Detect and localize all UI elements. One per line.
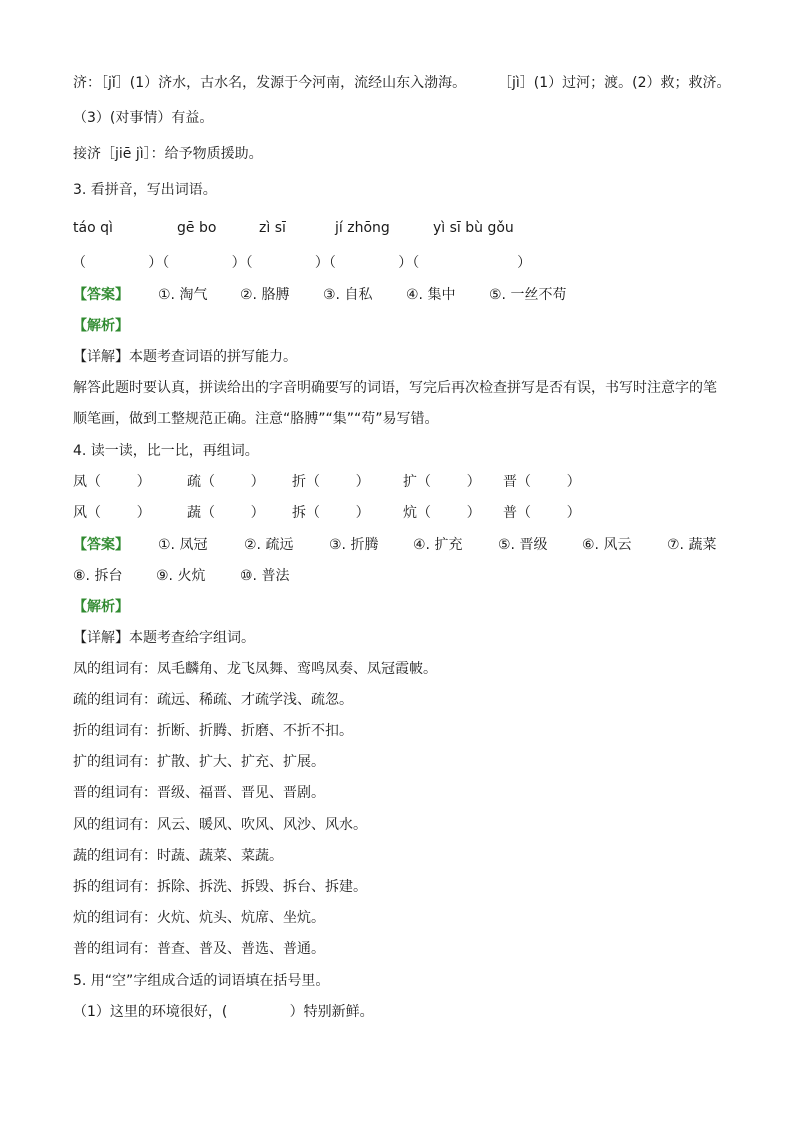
q4-answer-5: ⑤. 晋级	[498, 537, 548, 553]
q4-row1-item-5: 晋（ ）	[503, 474, 581, 490]
q3-pinyin-1: táo qì	[73, 220, 113, 236]
q4-answer-1: ①. 凤冠	[158, 537, 208, 553]
q4-detail: 【详解】本题考查给字组词。	[73, 630, 255, 646]
q4-row1-item-2: 疏（ ）	[187, 474, 265, 490]
q4-answer-6: ⑥. 风云	[582, 537, 632, 553]
q4-row2-item-5: 普（ ）	[503, 505, 581, 521]
ji-definition-line-1: 济：［jǐ］(1）济水，古水名，发源于今河南，流经山东入渤海。	[73, 75, 467, 91]
q3-explanation-2: 顺笔画，做到工整规范正确。注意“胳膊”“集”“苟”易写错。	[73, 411, 439, 427]
q4-group-kang: 炕的组词有：火炕、炕头、炕席、坐炕。	[73, 910, 325, 926]
q4-answer-8: ⑧. 拆台	[73, 568, 123, 584]
q3-answer-1: ①. 淘气	[158, 287, 208, 303]
q3-answer-4: ④. 集中	[406, 287, 456, 303]
q4-group-jin: 晋的组词有：晋级、福晋、晋见、晋剧。	[73, 785, 325, 801]
q4-answer-3: ③. 折腾	[329, 537, 379, 553]
q4-answer-9: ⑨. 火炕	[156, 568, 206, 584]
q4-group-shu2: 蔬的组词有：时蔬、蔬菜、菜蔬。	[73, 848, 283, 864]
q4-answer-4: ④. 扩充	[413, 537, 463, 553]
q4-answer-2: ②. 疏远	[244, 537, 294, 553]
q4-group-shu: 疏的组词有：疏远、稀疏、才疏学浅、疏忽。	[73, 692, 353, 708]
q3-answer-label: 【答案】	[73, 287, 129, 303]
q4-row2-item-1: 风（ ）	[73, 505, 151, 521]
q4-analysis-label: 【解析】	[73, 599, 129, 615]
q4-group-feng: 凤的组词有：凤毛麟角、龙飞凤舞、鸾鸣凤奏、凤冠霞帔。	[73, 661, 437, 677]
q3-pinyin-5: yì sī bù gǒu	[433, 220, 514, 236]
question-5-title: 5. 用“空”字组成合适的词语填在括号里。	[73, 973, 330, 989]
q3-answer-2: ②. 胳膊	[240, 287, 290, 303]
q4-group-kuo: 扩的组词有：扩散、扩大、扩充、扩展。	[73, 754, 325, 770]
q4-group-feng2: 风的组词有：风云、暖风、吹风、风沙、风水。	[73, 817, 367, 833]
jieji-definition: 接济［jiē jì］：给予物质援助。	[73, 146, 263, 162]
q5-item-1: （1）这里的环境很好，( ）特别新鲜。	[73, 1004, 374, 1020]
ji-definition-line-2: （3）(对事情）有益。	[73, 110, 214, 126]
q3-answer-3: ③. 自私	[323, 287, 373, 303]
q4-row2-item-3: 拆（ ）	[292, 505, 370, 521]
q4-row2-item-4: 炕（ ）	[403, 505, 481, 521]
q3-detail: 【详解】本题考查词语的拼写能力。	[73, 349, 297, 365]
q4-row1-item-1: 凤（ ）	[73, 474, 151, 490]
q4-answer-10: ⑩. 普法	[240, 568, 290, 584]
q3-pinyin-4: jí zhōng	[335, 220, 390, 236]
q4-row1-item-4: 扩（ ）	[403, 474, 481, 490]
q3-answer-5: ⑤. 一丝不苟	[489, 287, 567, 303]
question-4-title: 4. 读一读，比一比，再组词。	[73, 443, 259, 459]
q3-pinyin-3: zì sī	[259, 220, 286, 236]
q4-answer-7: ⑦. 蔬菜	[667, 537, 717, 553]
q3-analysis-label: 【解析】	[73, 318, 129, 334]
ji-definition-line-1b: ［jì］(1）过河；渡。(2）救；救济。	[498, 75, 731, 91]
q4-answer-label: 【答案】	[73, 537, 129, 553]
q4-group-zhe: 折的组词有：折断、折腾、折磨、不折不扣。	[73, 723, 353, 739]
q4-row2-item-2: 蔬（ ）	[187, 505, 265, 521]
q3-pinyin-2: gē bo	[177, 220, 217, 236]
q4-group-pu: 普的组词有：普查、普及、普选、普通。	[73, 941, 325, 957]
q3-explanation-1: 解答此题时要认真，拼读给出的字音明确要写的词语，写完后再次检查拼写是否有误，书写时注意字的笔	[73, 380, 717, 396]
q4-group-chai: 拆的组词有：拆除、拆洗、拆毁、拆台、拆建。	[73, 879, 367, 895]
q3-answer-brackets: （ ）（ ）（ ）（ ）（ ）	[72, 255, 532, 271]
q4-row1-item-3: 折（ ）	[292, 474, 370, 490]
question-3-title: 3. 看拼音，写出词语。	[73, 182, 217, 198]
